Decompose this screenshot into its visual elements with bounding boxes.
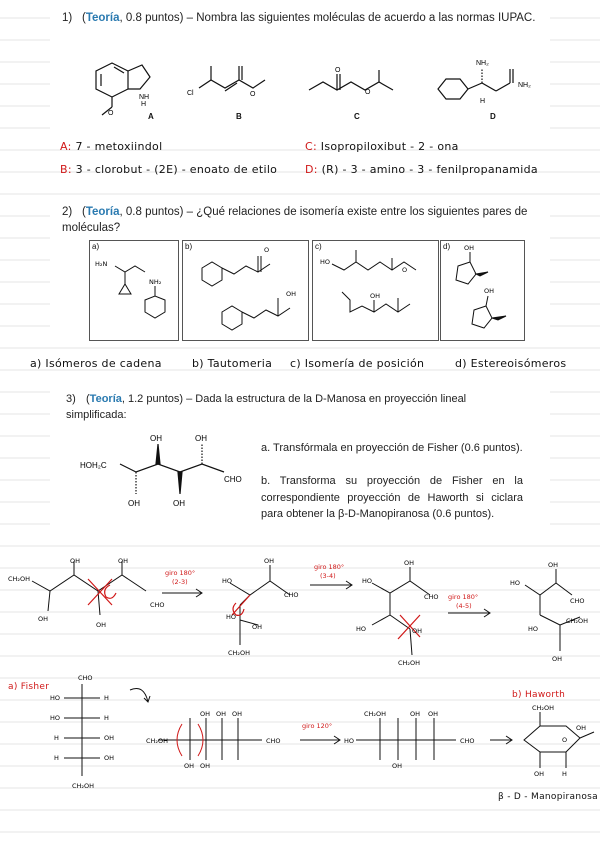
w4-cho: CHO bbox=[570, 597, 585, 605]
answer-a bbox=[60, 140, 162, 153]
lin2-oh-bot: OH bbox=[392, 762, 403, 770]
lin1-oh-top-3: OH bbox=[232, 710, 243, 718]
molecule-c-structure bbox=[305, 60, 405, 105]
atom-nh: NH bbox=[139, 94, 150, 101]
answer-isomer-d: d) Estereoisómeros bbox=[455, 357, 567, 370]
fisher-label: a) Fisher bbox=[8, 682, 50, 692]
molecule-a-label: A bbox=[148, 112, 154, 121]
w3-oh-b: OH bbox=[412, 627, 423, 635]
question-1-statement: – Nombra las siguientes moléculas de acuerdo a las normas IUPAC. bbox=[183, 12, 536, 24]
fisher-oh-4: OH bbox=[104, 754, 115, 762]
giro-2-sub: (3-4) bbox=[320, 572, 336, 580]
answer-a-key: A: bbox=[60, 140, 72, 153]
atom-nh2-pair-a: NH₂ bbox=[149, 278, 162, 286]
lin1-oh-bot-1: OH bbox=[184, 762, 195, 770]
question-2-number: 2) bbox=[62, 206, 73, 218]
pair-c-label: c) bbox=[315, 242, 322, 251]
molecule-a-structure bbox=[92, 55, 172, 125]
fisher-h-4: H bbox=[54, 754, 59, 762]
w4-ch2oh: CH₂OH bbox=[566, 617, 589, 625]
w2-oh: OH bbox=[264, 557, 275, 565]
question-3-teoria: Teoría bbox=[89, 393, 122, 405]
answer-d-text: (R) - 3 - amino - 3 - fenilpropanamida bbox=[321, 163, 538, 176]
atom-h2n: H₂N bbox=[95, 260, 108, 268]
atom-oh-pair-b: OH bbox=[286, 290, 297, 298]
w1-ch2oh: CH₂OH bbox=[8, 575, 31, 583]
giro-2-label: giro 180° bbox=[314, 563, 345, 571]
pair-a-label: a) bbox=[92, 242, 100, 251]
giro-lineal-label: giro 120° bbox=[302, 722, 333, 730]
question-2-text: 2) (Teoría, 0.8 puntos) – ¿Qué relaciones de isomería existe entre los siguientes pares de moléculas? bbox=[62, 206, 528, 234]
lin2-oh-top-1: OH bbox=[410, 710, 421, 718]
atom-nh2-amide: NH₂ bbox=[518, 82, 531, 89]
molecule-d-structure bbox=[432, 55, 542, 110]
haworth-h: H bbox=[562, 770, 567, 778]
lin2-oh-top-2: OH bbox=[428, 710, 439, 718]
atom-o-ester: O bbox=[250, 91, 256, 98]
w2-ho-b: HO bbox=[226, 613, 237, 621]
question-2-statement: – ¿Qué relaciones de isomería existe entre los siguientes pares de moléculas? bbox=[62, 206, 528, 234]
fisher-h-3: H bbox=[54, 734, 59, 742]
atom-ho-pair-c: HO bbox=[320, 258, 331, 266]
atom-h-d: H bbox=[480, 98, 486, 105]
atom-o-ether: O bbox=[365, 89, 371, 96]
rotation-work bbox=[0, 555, 600, 670]
atom-oh-pair-d1: OH bbox=[464, 244, 475, 252]
fisher-ch2oh: CH₂OH bbox=[72, 782, 95, 790]
pair-b-structures bbox=[182, 240, 307, 339]
label-oh-c5: OH bbox=[195, 434, 207, 443]
atom-cl: Cl bbox=[187, 90, 194, 97]
answer-c-key: C: bbox=[305, 140, 317, 153]
question-2-teoria: Teoría bbox=[85, 206, 120, 218]
pair-c-structures bbox=[312, 240, 437, 339]
answer-isomer-b: b) Tautomeria bbox=[192, 357, 273, 370]
molecule-d-label: D bbox=[490, 112, 496, 121]
giro-1-label: giro 180° bbox=[165, 569, 196, 577]
w1-oh-c: OH bbox=[38, 615, 49, 623]
label-cho: CHO bbox=[224, 475, 242, 484]
atom-oh-pair-c: OH bbox=[370, 292, 381, 300]
haworth-o: O bbox=[562, 736, 568, 744]
label-hoh2c: HOH₂C bbox=[80, 461, 107, 470]
atom-o-pair-b: O bbox=[264, 246, 270, 254]
w2-ho: HO bbox=[222, 577, 233, 585]
question-3-number: 3) bbox=[66, 393, 76, 405]
lin1-oh-bot-2: OH bbox=[200, 762, 211, 770]
w3-cho: CHO bbox=[424, 593, 439, 601]
pair-a-structures bbox=[89, 240, 177, 339]
fisher-h-2: H bbox=[104, 714, 109, 722]
fisher-ho-2: HO bbox=[50, 714, 61, 722]
fisher-haworth-work bbox=[0, 668, 600, 848]
haworth-ch2oh: CH₂OH bbox=[532, 704, 555, 712]
fisher-oh-3: OH bbox=[104, 734, 115, 742]
pair-b-label: b) bbox=[185, 242, 193, 251]
answer-c bbox=[305, 140, 459, 153]
question-1-teoria: Teoría bbox=[85, 12, 120, 24]
question-3-part-a: a. Transfórmala en proyección de Fisher (0.6 puntos). bbox=[261, 442, 523, 454]
atom-o-pair-c: O bbox=[402, 266, 408, 274]
label-oh-c4: OH bbox=[173, 499, 185, 508]
answer-b-text: 3 - clorobut - (2E) - enoato de etilo bbox=[75, 163, 278, 176]
w1-oh-a: OH bbox=[70, 557, 81, 565]
result-label: β - D - Manopiranosa bbox=[498, 792, 598, 802]
atom-nh2-amine: NH₂ bbox=[476, 60, 489, 67]
w1-oh-d: OH bbox=[96, 621, 107, 629]
haworth-label: b) Haworth bbox=[512, 690, 566, 700]
answer-isomer-a: a) Isómeros de cadena bbox=[30, 357, 162, 370]
d-mannose-linear-structure bbox=[78, 430, 248, 520]
giro-1-sub: (2-3) bbox=[172, 578, 188, 586]
w3-ch2oh: CH₂OH bbox=[398, 659, 421, 667]
w1-oh-b: OH bbox=[118, 557, 129, 565]
answer-c-text: Isopropiloxibut - 2 - ona bbox=[320, 140, 459, 153]
w4-ho-b: HO bbox=[528, 625, 539, 633]
answer-isomer-c: c) Isomería de posición bbox=[290, 357, 425, 370]
lin2-cho: CHO bbox=[460, 737, 475, 745]
lin2-ch2oh: CH₂OH bbox=[364, 710, 387, 718]
molecule-b-structure bbox=[185, 58, 285, 108]
w2-cho: CHO bbox=[284, 591, 299, 599]
w3-oh: OH bbox=[404, 559, 415, 567]
label-oh-c3: OH bbox=[150, 434, 162, 443]
w3-ho: HO bbox=[362, 577, 373, 585]
molecule-c-label: C bbox=[354, 112, 360, 121]
w4-oh: OH bbox=[548, 561, 559, 569]
question-3-part-b: b. Transforma su proyección de Fisher en la correspondiente proyección de Haworth si ciclara para obtener la β-D-Manopiranosa (0.6 puntos). bbox=[261, 475, 523, 520]
giro-3-label: giro 180° bbox=[448, 593, 479, 601]
lin1-ch2oh: CH₂OH bbox=[146, 737, 169, 745]
answer-d-key: D: bbox=[305, 163, 318, 176]
lin1-cho: CHO bbox=[266, 737, 281, 745]
pair-d-structures bbox=[440, 240, 523, 339]
w2-oh-b: OH bbox=[252, 623, 263, 631]
w2-ch2oh: CH₂OH bbox=[228, 649, 251, 657]
fisher-h-1: H bbox=[104, 694, 109, 702]
question-1-number: 1) bbox=[62, 12, 73, 24]
lin2-ho: HO bbox=[344, 737, 355, 745]
answer-b bbox=[60, 163, 277, 176]
label-oh-c2: OH bbox=[128, 499, 140, 508]
answer-d bbox=[305, 163, 538, 176]
haworth-oh-2: OH bbox=[534, 770, 545, 778]
question-3-statement: – Dada la estructura de la D-Manosa en proyección lineal simplificada: bbox=[66, 393, 467, 421]
lin1-oh-top-1: OH bbox=[200, 710, 211, 718]
pair-d-label: d) bbox=[443, 242, 451, 251]
molecule-b-label: B bbox=[236, 112, 242, 121]
fisher-cho: CHO bbox=[78, 674, 93, 682]
question-1-text: 1) (Teoría, 0.8 puntos) – Nombra las siguientes moléculas de acuerdo a las normas IUPAC. bbox=[62, 12, 536, 24]
w1-cho: CHO bbox=[150, 601, 165, 609]
w4-ho: HO bbox=[510, 579, 521, 587]
question-3-text: 3) (Teoría, 1.2 puntos) – Dada la estructura de la D-Manosa en proyección lineal simplificada: bbox=[66, 393, 467, 421]
giro-3-sub: (4-5) bbox=[456, 602, 472, 610]
atom-o-methoxy: O bbox=[108, 110, 114, 117]
atom-o-ketone: O bbox=[335, 67, 341, 74]
answer-a-text: 7 - metoxiindol bbox=[75, 140, 163, 153]
w3-ho-b: HO bbox=[356, 625, 367, 633]
answer-b-key: B: bbox=[60, 163, 72, 176]
lin1-oh-top-2: OH bbox=[216, 710, 227, 718]
question-1-points: , 0.8 puntos) bbox=[119, 12, 184, 24]
fisher-ho-1: HO bbox=[50, 694, 61, 702]
question-2-points: , 0.8 puntos) bbox=[119, 206, 184, 218]
atom-h-indole: H bbox=[141, 101, 147, 108]
w4-oh-b: OH bbox=[552, 655, 563, 663]
question-3-points: , 1.2 puntos) bbox=[121, 393, 184, 405]
haworth-oh-1: OH bbox=[576, 724, 587, 732]
atom-oh-pair-d2: OH bbox=[484, 287, 495, 295]
